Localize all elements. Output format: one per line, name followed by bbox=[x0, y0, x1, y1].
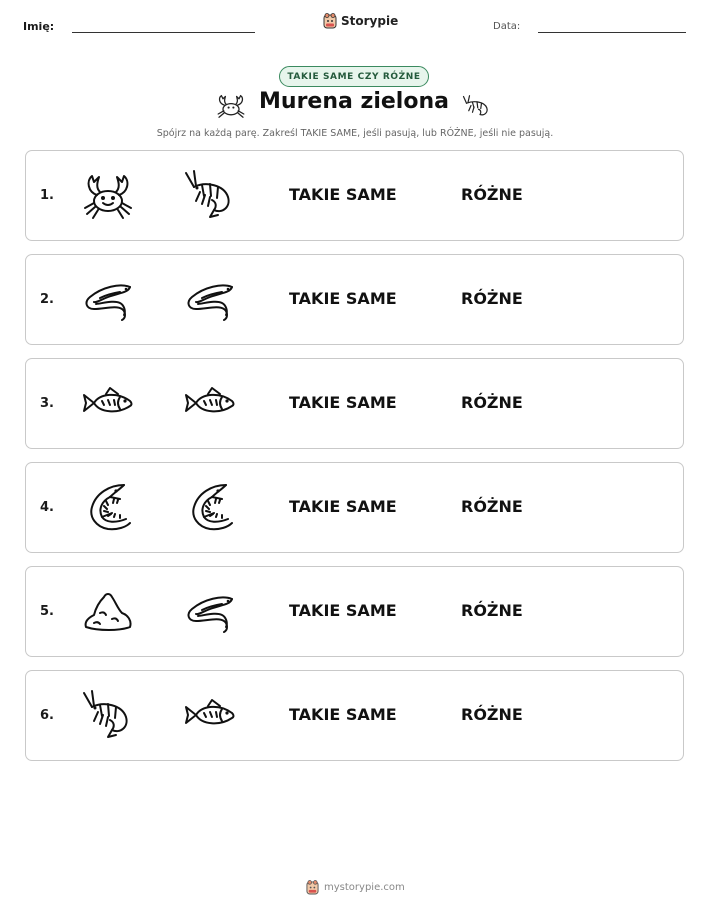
option-different[interactable]: RÓŻNE bbox=[461, 393, 523, 412]
name-line bbox=[72, 32, 255, 33]
name-label: Imię: bbox=[23, 20, 55, 33]
fish-picture bbox=[182, 687, 238, 743]
brand-name: Storypie bbox=[341, 14, 399, 28]
question-number: 6. bbox=[40, 708, 54, 723]
crab-icon bbox=[215, 92, 247, 120]
question-row-4 bbox=[25, 462, 684, 553]
question-number: 1. bbox=[40, 188, 54, 203]
question-row-1 bbox=[25, 150, 684, 241]
date-line bbox=[538, 32, 686, 33]
option-different[interactable]: RÓŻNE bbox=[461, 289, 523, 308]
eel-head-picture bbox=[80, 479, 136, 535]
shrimp-picture bbox=[182, 167, 238, 223]
question-row-5 bbox=[25, 566, 684, 657]
date-label: Data: bbox=[493, 21, 521, 32]
mascot-icon bbox=[306, 880, 319, 895]
option-same[interactable]: TAKIE SAME bbox=[289, 601, 397, 620]
option-different[interactable]: RÓŻNE bbox=[461, 185, 523, 204]
footer bbox=[306, 880, 405, 895]
question-row-2 bbox=[25, 254, 684, 345]
instructions: Spójrz na każdą parę. Zakreśl TAKIE SAME, jeśli pasują, lub RÓŻNE, jeśli nie pasują. bbox=[156, 128, 554, 139]
rock-picture bbox=[80, 583, 136, 639]
question-row-3 bbox=[25, 358, 684, 449]
option-same[interactable]: TAKIE SAME bbox=[289, 393, 397, 412]
brand-logo bbox=[323, 13, 398, 29]
option-same[interactable]: TAKIE SAME bbox=[289, 497, 397, 516]
shrimp-icon bbox=[462, 94, 492, 120]
footer-url: mystorypie.com bbox=[324, 882, 405, 893]
question-number: 5. bbox=[40, 604, 54, 619]
question-number: 3. bbox=[40, 396, 54, 411]
crab-picture bbox=[80, 167, 136, 223]
question-number: 2. bbox=[40, 292, 54, 307]
option-same[interactable]: TAKIE SAME bbox=[289, 185, 397, 204]
fish-picture bbox=[80, 375, 136, 431]
option-same[interactable]: TAKIE SAME bbox=[289, 289, 397, 308]
shrimp-picture bbox=[80, 687, 136, 743]
worksheet-type-badge: TAKIE SAME CZY RÓŻNE bbox=[279, 66, 429, 87]
option-different[interactable]: RÓŻNE bbox=[461, 497, 523, 516]
question-number: 4. bbox=[40, 500, 54, 515]
option-different[interactable]: RÓŻNE bbox=[461, 705, 523, 724]
eel-picture bbox=[80, 271, 136, 327]
question-row-6 bbox=[25, 670, 684, 761]
eel-picture bbox=[182, 271, 238, 327]
page-title: Murena zielona bbox=[259, 89, 449, 114]
option-same[interactable]: TAKIE SAME bbox=[289, 705, 397, 724]
mascot-icon bbox=[323, 13, 337, 29]
option-different[interactable]: RÓŻNE bbox=[461, 601, 523, 620]
eel-head-picture bbox=[182, 479, 238, 535]
fish-picture bbox=[182, 375, 238, 431]
eel-picture bbox=[182, 583, 238, 639]
